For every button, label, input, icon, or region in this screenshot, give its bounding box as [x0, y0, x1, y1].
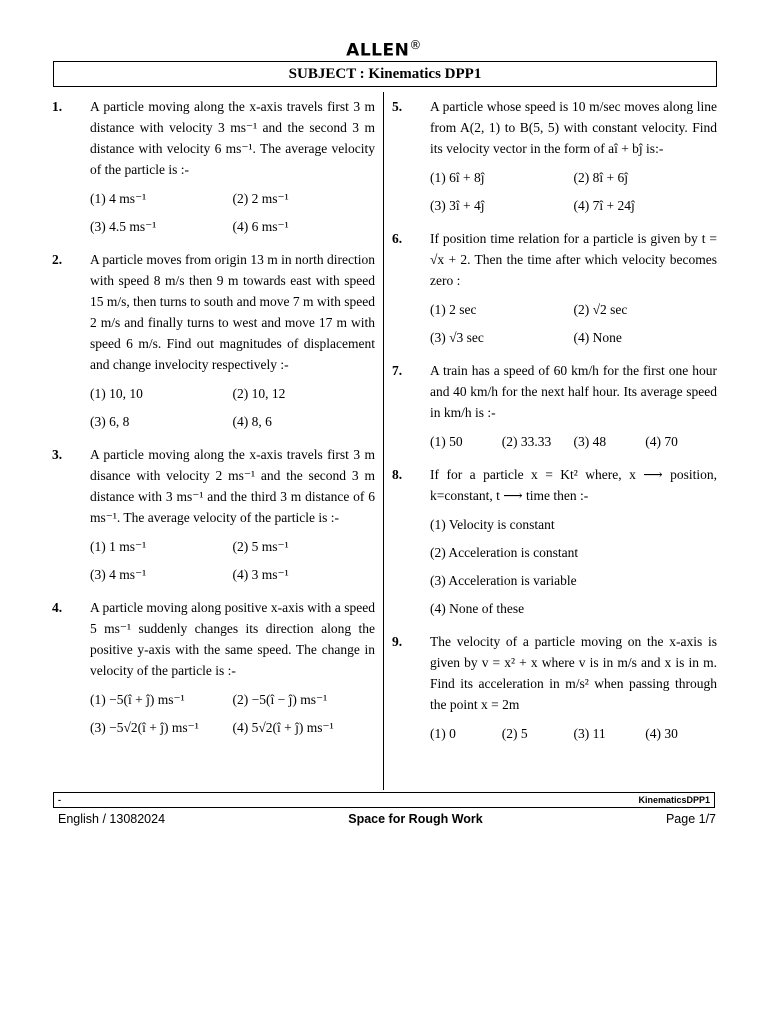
options-list	[90, 185, 375, 241]
question-number: 2.	[52, 252, 63, 267]
option: (3) 11	[573, 726, 606, 741]
option: (3) √3 sec	[430, 330, 484, 345]
question	[52, 249, 375, 436]
options-list	[430, 511, 717, 623]
footer-bar	[53, 792, 715, 808]
question-body	[90, 96, 375, 241]
option: (3) −5√2(î + ĵ) ms⁻¹	[90, 720, 199, 735]
option: (2) −5(î − ĵ) ms⁻¹	[232, 692, 328, 707]
option: (4) 30	[645, 726, 678, 741]
subject-title: SUBJECT : Kinematics DPP1	[53, 61, 717, 87]
option: (2) 5	[501, 726, 528, 741]
footer-bar-left: -	[58, 795, 61, 805]
question-text: A particle moves from origin 13 m in north direction with speed 8 m/s then 9 m towards east with speed 15 m/s, then turns to south and move 7 m with speed 2 m/s and finally turns to west and move 17 m with speed 6 m/s. Find out magnitudes of displacement and change invelocity respectively :-	[90, 252, 375, 372]
option: (4) None	[573, 330, 622, 345]
question-body	[430, 631, 717, 748]
option: (2) 5 ms⁻¹	[232, 539, 289, 554]
option: (1) −5(î + ĵ) ms⁻¹	[90, 692, 185, 707]
options-list	[430, 296, 717, 352]
question-number: 1.	[52, 99, 63, 114]
question-text: If position time relation for a particle is given by t = √x + 2. Then the time after which velocity becomes zero :	[430, 231, 717, 288]
option: (4) 6 ms⁻¹	[232, 219, 289, 234]
right-column	[392, 96, 717, 756]
question-text: A train has a speed of 60 km/h for the first one hour and 40 km/h for the next half hour. Its average speed in km/h is :-	[430, 363, 717, 420]
question-body	[90, 444, 375, 589]
option: (2) 2 ms⁻¹	[232, 191, 289, 206]
options-list	[90, 380, 375, 436]
question	[52, 444, 375, 589]
question	[392, 360, 717, 456]
option: (3) Acceleration is variable	[430, 573, 577, 588]
option: (2) √2 sec	[573, 302, 628, 317]
question-text: The velocity of a particle moving on the x-axis is given by v = x² + x where v is in m/s and x is in m. Find its acceleration in m/s² when passing through the point x = 2m	[430, 634, 717, 712]
question	[52, 597, 375, 742]
option: (1) Velocity is constant	[430, 517, 555, 532]
option: (4) None of these	[430, 601, 525, 616]
question-body	[430, 360, 717, 456]
question	[52, 96, 375, 241]
question	[392, 631, 717, 748]
question-number: 6.	[392, 231, 403, 246]
option: (4) 7î + 24ĵ	[573, 198, 635, 213]
option: (3) 48	[573, 434, 607, 449]
page-number: Page 1/7	[665, 812, 716, 826]
option: (4) 5√2(î + ĵ) ms⁻¹	[232, 720, 334, 735]
footer-language-date: English / 13082024	[58, 812, 166, 826]
question-number: 8.	[392, 467, 403, 482]
question	[392, 464, 717, 623]
page-footer	[58, 812, 716, 826]
option: (1) 4 ms⁻¹	[90, 191, 147, 206]
question	[392, 228, 717, 352]
question-number: 3.	[52, 447, 63, 462]
question	[392, 96, 717, 220]
options-list	[430, 164, 717, 220]
option: (2) 33.33	[501, 434, 552, 449]
option: (3) 4 ms⁻¹	[90, 567, 147, 582]
question-body	[90, 249, 375, 436]
option: (2) 8î + 6ĵ	[573, 170, 628, 185]
option: (1) 10, 10	[90, 386, 143, 401]
footer-rough-work: Space for Rough Work	[348, 812, 483, 826]
footer-bar-code: KinematicsDPP1	[638, 795, 710, 805]
brand-logo	[0, 38, 768, 61]
option: (4) 70	[645, 434, 678, 449]
question-number: 5.	[392, 99, 403, 114]
option: (3) 6, 8	[90, 414, 130, 429]
option: (3) 3î + 4ĵ	[430, 198, 485, 213]
question-text: A particle moving along the x-axis travels first 3 m distance with velocity 3 ms⁻¹ and the second 3 m distance with velocity 6 ms⁻¹. The average velocity of the particle is :-	[90, 99, 375, 177]
left-column	[52, 96, 375, 750]
question-text: A particle moving along the x-axis travels first 3 m disance with velocity 2 ms⁻¹ and the second 3 m distance with 3 ms⁻¹ and the third 3 m distance of 6 ms⁻¹. The average velocity of the particle is :-	[90, 447, 375, 525]
question-number: 9.	[392, 634, 403, 649]
question-text: If for a particle x = Kt² where, x ⟶ position, k=constant, t ⟶ time then :-	[430, 467, 717, 503]
brand-name: ALLEN	[346, 40, 410, 61]
option: (3) 4.5 ms⁻¹	[90, 219, 157, 234]
registered-mark: ®	[409, 38, 422, 52]
column-divider	[383, 92, 384, 790]
option: (4) 3 ms⁻¹	[232, 567, 289, 582]
question-number: 7.	[392, 363, 403, 378]
options-list	[90, 533, 375, 589]
question-text: A particle moving along positive x-axis with a speed 5 ms⁻¹ suddenly changes its direction along the positive y-axis with the same speed. The change in velocity of the particle is :-	[90, 600, 375, 678]
option: (4) 8, 6	[232, 414, 272, 429]
question-body	[90, 597, 375, 742]
question-body	[430, 464, 717, 623]
question-text: A particle whose speed is 10 m/sec moves along line from A(2, 1) to B(5, 5) with constant velocity. Find its velocity vector in the form of aî + bĵ is:-	[430, 99, 717, 156]
question-number: 4.	[52, 600, 63, 615]
options-list	[90, 686, 375, 742]
question-body	[430, 228, 717, 352]
option: (2) Acceleration is constant	[430, 545, 579, 560]
option: (1) 2 sec	[430, 302, 477, 317]
option: (1) 6î + 8ĵ	[430, 170, 485, 185]
options-list	[430, 720, 717, 748]
question-body	[430, 96, 717, 220]
option: (1) 1 ms⁻¹	[90, 539, 147, 554]
options-list	[430, 428, 717, 456]
option: (1) 0	[430, 726, 456, 741]
option: (2) 10, 12	[232, 386, 286, 401]
option: (1) 50	[430, 434, 463, 449]
